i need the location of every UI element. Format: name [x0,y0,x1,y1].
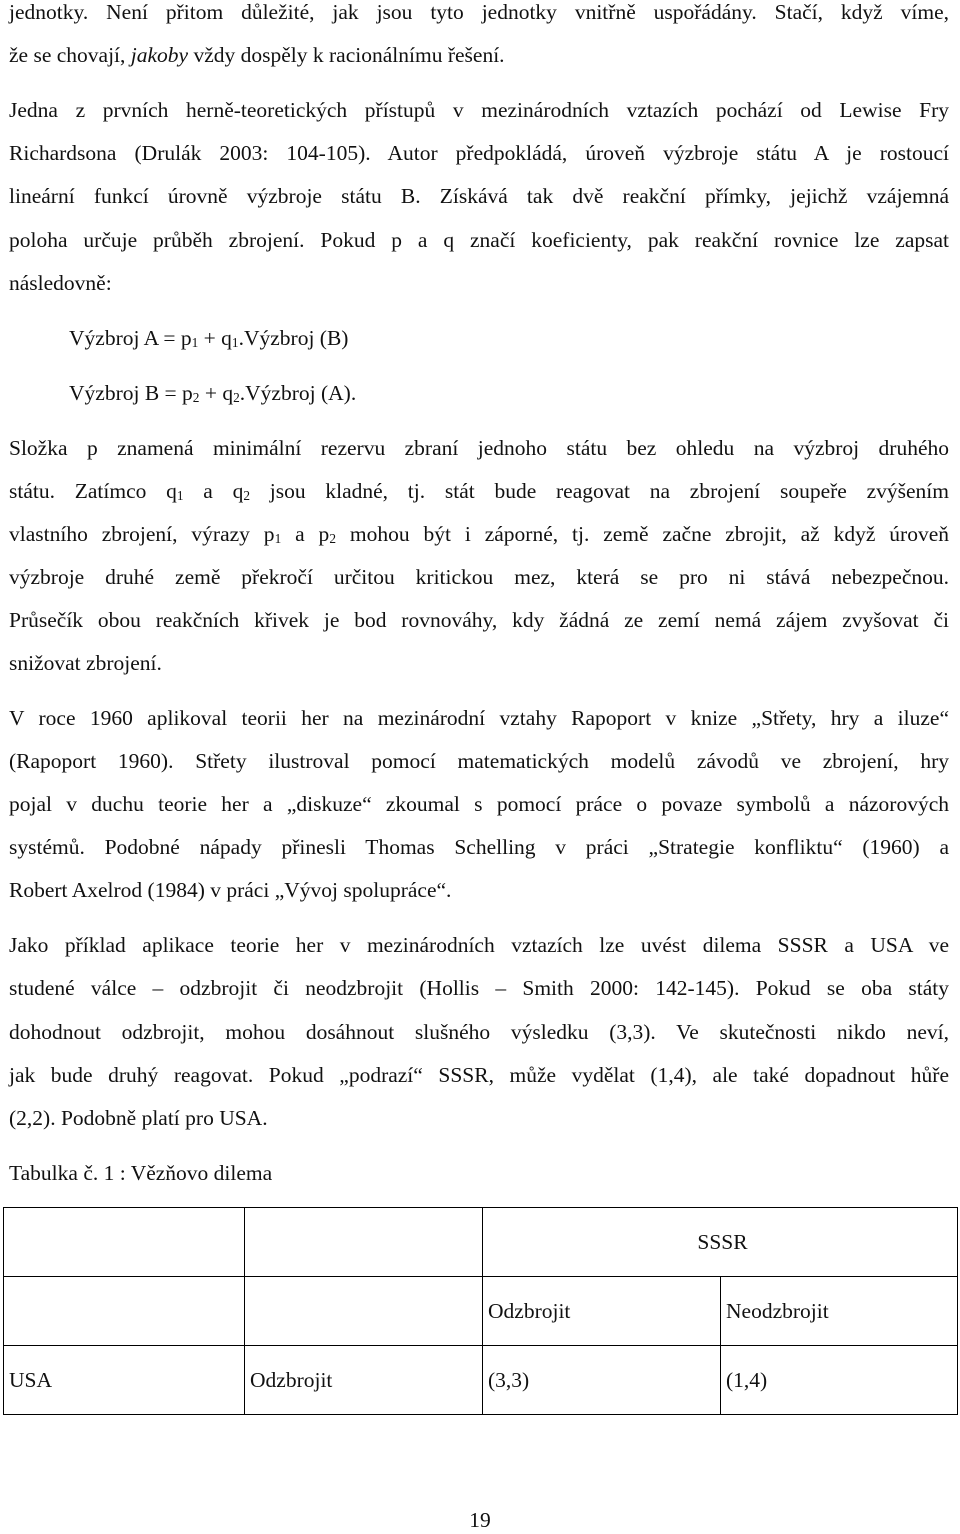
table-header-col: Odzbrojit [483,1277,721,1346]
text-run: Výzbroj A = p [69,326,192,350]
paragraph-line: Průsečík obou reakčních křivek je bod rovnováhy, kdy žádná ze zemí nemá zájem zvyšovat či [9,608,949,632]
table-row-label: Odzbrojit [245,1346,483,1415]
subscript: 1 [231,334,239,350]
subscript: 1 [274,530,282,546]
text-run: vlastního zbrojení, výrazy p [9,522,275,546]
paragraph-line: Robert Axelrod (1984) v práci „Vývoj spolupráce“. [9,878,452,902]
text-run: mohou být i záporné, tj. země začne zbrojit, až když úroveň [335,522,949,546]
subscript: 2 [233,389,240,405]
text-run: státu. Zatímco q [9,479,177,503]
table-row-label: USA [4,1346,245,1415]
table-header-col: Neodzbrojit [721,1277,958,1346]
paragraph-line: lineární funkcí úrovně výzbroje státu B. Získává tak dvě reakční přímky, jejichž vzájemná [9,184,949,208]
table-row [4,1346,958,1415]
paragraph-line [9,519,949,549]
paragraph-line: výzbroje druhé země překročí určitou kritickou mez, která se pro ni stává nebezpečnou. [9,565,949,589]
table-cell-empty [4,1277,245,1346]
text-run: a q [183,479,244,503]
subscript: 2 [329,530,336,546]
prisoners-dilemma-table [3,1207,958,1415]
equation-2 [69,378,960,408]
paragraph-line: (2,2). Podobně platí pro USA. [9,1106,268,1130]
equation-1 [69,323,960,353]
paragraph-line: studené válce – odzbrojit či neodzbrojit (Hollis – Smith 2000: 142-145). Pokud se oba státy [9,976,949,1000]
subscript: 1 [191,334,199,350]
paragraph-line: snižovat zbrojení. [9,651,162,675]
table-cell-empty [245,1208,483,1277]
paragraph-line: jednotky. Není přitom důležité, jak jsou tyto jednotky vnitřně uspořádány. Stačí, když víme, [9,0,949,24]
table-row [4,1277,958,1346]
subscript: 2 [192,389,200,405]
table-row [4,1208,958,1277]
paragraph-line [9,40,949,70]
text-run: + q [198,326,232,350]
text-run: + q [199,381,234,405]
paragraph-line: poloha určuje průběh zbrojení. Pokud p a q značí koeficienty, pak reakční rovnice lze zapsat [9,228,949,252]
table-header-sssr: SSSR [483,1208,958,1277]
paragraph-line: systémů. Podobné nápady přinesli Thomas Schelling v práci „Strategie konfliktu“ (1960) a [9,835,949,859]
paragraph-line: Richardsona (Drulák 2003: 104-105). Autor předpokládá, úroveň výzbroje státu A je rostoucí [9,141,949,165]
table-cell-empty [4,1208,245,1277]
page-number: 19 [469,1508,491,1532]
paragraph-line: V roce 1960 aplikoval teorii her na mezinárodní vztahy Rapoport v knize „Střety, hry a iluze“ [9,706,949,730]
paragraph-line: jak bude druhý reagovat. Pokud „podrazí“ SSSR, může vydělat (1,4), ale také dopadnout hůře [9,1063,949,1087]
subscript: 2 [243,487,251,503]
text-run: že se chovají, [9,43,131,67]
table-caption: Tabulka č. 1 : Vězňovo dilema [9,1161,273,1185]
paragraph-line: dohodnout odzbrojit, mohou dosáhnout slušného výsledku (3,3). Ve skutečnosti nikdo neví, [9,1020,949,1044]
table-cell: (3,3) [483,1346,721,1415]
paragraph-line: následovně: [9,271,112,295]
paragraph-line: pojal v duchu teorie her a „diskuze“ zkoumal s pomocí práce o povaze symbolů a názorových [9,792,949,816]
text-run: .Výzbroj (A). [239,381,357,405]
text-run: .Výzbroj (B) [238,326,349,350]
text-run: jsou kladné, tj. stát bude reagovat na zbrojení soupeře zvýšením [250,479,949,503]
paragraph-line: (Rapoport 1960). Střety ilustroval pomocí matematických modelů závodů ve zbrojení, hry [9,749,949,773]
table-cell: (1,4) [721,1346,958,1415]
text-run: Výzbroj B = p [69,381,193,405]
text-run: a p [281,522,330,546]
table-cell-empty [245,1277,483,1346]
text-run: vždy dospěly k racionálnímu řešení. [188,43,505,67]
paragraph-line: Složka p znamená minimální rezervu zbraní jednoho státu bez ohledu na výzbroj druhého [9,436,949,460]
subscript: 1 [176,487,184,503]
paragraph-line: Jedna z prvních herně-teoretických přístupů v mezinárodních vztazích pochází od Lewise Fry [9,98,949,122]
paragraph-line [9,476,949,506]
italic-word: jakoby [130,43,189,67]
paragraph-line: Jako příklad aplikace teorie her v mezinárodních vztazích lze uvést dilema SSSR a USA ve [9,933,949,957]
